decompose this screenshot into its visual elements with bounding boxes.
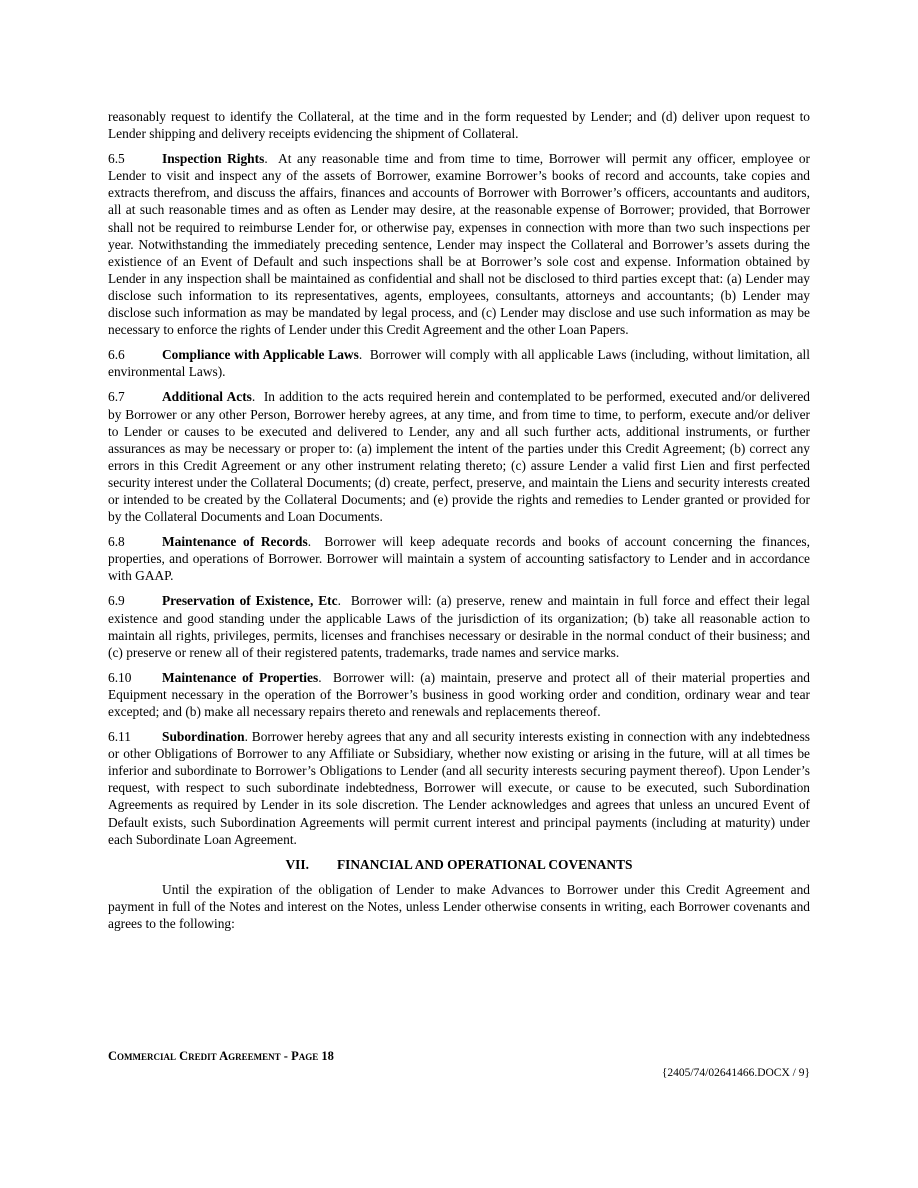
section-number: 6.11	[108, 729, 131, 745]
section-number: 6.8	[108, 534, 125, 550]
section-6-6: 6.6 Compliance with Applicable Laws. Borrower will comply with all applicable Laws (including, without limitation, all environmental Laws).	[108, 347, 810, 380]
section-6-8: 6.8 Maintenance of Records. Borrower will keep adequate records and books of account concerning the finances, properties, and operations of Borrower. Borrower will maintain a system of accounting satisfactory to Lender and in accordance with GAAP.	[108, 534, 810, 584]
section-6-10: 6.10 Maintenance of Properties. Borrower will: (a) maintain, preserve and protect all of their material properties and Equipment necessary in the operation of the Borrower’s business in good working order and condition, ordinary wear and tear excepted; and (b) make all necessary repairs thereto and renewals and replacements thereof.	[108, 669, 810, 719]
article-intro: Until the expiration of the obligation of Lender to make Advances to Borrower under this Credit Agreement and payment in full of the Notes and interest on the Notes, unless Lender otherwise consents in writing, each Borrower covenants and agrees to the following:	[108, 881, 810, 932]
section-6-7: 6.7 Additional Acts. In addition to the acts required herein and contemplated to be performed, executed and/or delivered by Borrower or any other Person, Borrower hereby agrees, at any time, and from time to time, to perform, execute and/or deliver to Lender or causes to be executed and delivered to Lender, any and all such further acts, additional instruments, or further assurances as may be necessary or proper to: (a) implement the intent of the parties under this Credit Agreement; (b) correct any errors in this Credit Agreement or any other instrument relating thereto; (c) assure Lender a valid first Lien and first perfected security interest under the Collateral Documents; (d) create, perfect, preserve, and maintain the Liens and security interests created or intended to be created by the Collateral Documents; and (e) provide the rights and remedies to Lender granted or provided for by the Collateral Documents and Loan Documents.	[108, 389, 810, 525]
section-text: Borrower will: (a) maintain, preserve and protect all of their material properties and Equipment necessary in the operation of the Borrower’s business in good working order and condition, ordinary wear and tear excepted; and (b) make all necessary repairs thereto and renewals and replacements thereof.	[108, 669, 810, 719]
document-body	[108, 108, 810, 940]
section-6-5: 6.5 Inspection Rights. At any reasonable time and from time to time, Borrower will permit any officer, employee or Lender to visit and inspect any of the assets of Borrower, examine Borrower’s books of record and accounts, take copies and extracts therefrom, and discuss the affairs, finances and accounts of Borrower with Borrower’s officers, accountants and auditors, all at such reasonable times and as often as Lender may desire, at the reasonable expense of Borrower; provided, that Borrower shall not be required to reimburse Lender for, or otherwise pay, expenses in connection with more than two such inspections per year. Notwithstanding the immediately preceding sentence, Lender may inspect the Collateral and Borrower’s assets during the existience of an Event of Default and such inspections shall be at Borrower’s sole cost and expense. Information obtained by Lender in any inspection shall be maintained as confidential and shall not be disclosed to third parties except that: (a) Lender may disclose such information to its representatives, agents, employees, consultants, attorneys and accountants; (b) Lender may disclose such information as may be mandated by legal process, and (c) Lender may disclose and use such information as may be necessary to enforce the rights of Lender under this Credit Agreement and the other Loan Papers.	[108, 151, 811, 338]
section-text: Borrower will keep adequate records and books of account concerning the finances, properties, and operations of Borrower. Borrower will maintain a system of accounting satisfactory to Lender and in accordance with GAAP.	[108, 534, 810, 584]
section-text: Borrower hereby agrees that any and all security interests existing in connection with any indebtedness or other Obligations of Borrower to any Affiliate or Subsidiary, whether now existing or arising in the future, will at all times be inferior and subordinate to Borrower’s Obligations to Lender (and all security interests securing payment thereof). Upon Lender’s request, with respect to such subordinate indebtedness, Borrower will execute, or cause to be executed, such Subordination Agreements as required by Lender in its sole discretion. The Lender acknowledges and agrees that unless an uncured Event of Default exists, such Subordination Agreements will permit current interest and principal payments (including at maturity) under each Subordinate Loan Agreement.	[108, 729, 810, 847]
section-heading: Maintenance of Records	[162, 534, 308, 550]
section-number: 6.10	[108, 669, 132, 685]
section-heading: Compliance with Applicable Laws	[162, 347, 359, 363]
section-heading: Maintenance of Properties	[162, 669, 319, 685]
section-number: 6.5	[108, 151, 125, 167]
section-6-11: 6.11 Subordination. Borrower hereby agrees that any and all security interests existing in connection with any indebtedness or other Obligations of Borrower to any Affiliate or Subsidiary, whether now existing or arising in the future, will at all times be inferior and subordinate to Borrower’s Obligations to Lender (and all security interests securing payment thereof). Upon Lender’s request, with respect to such subordinate indebtedness, Borrower will execute, or cause to be executed, such Subordination Agreements as required by Lender in its sole discretion. The Lender acknowledges and agrees that unless an uncured Event of Default exists, such Subordination Agreements will permit current interest and principal payments (including at maturity) under each Subordinate Loan Agreement.	[108, 729, 810, 847]
section-number: 6.6	[108, 347, 125, 363]
article-number: VII.	[285, 856, 309, 872]
opening-paragraph: reasonably request to identify the Collateral, at the time and in the form requested by Lender; and (d) deliver upon request to Lender shipping and delivery receipts evidencing the shipment of Collateral.	[108, 109, 810, 142]
section-text: At any reasonable time and from time to time, Borrower will permit any officer, employee or Lender to visit and inspect any of the assets of Borrower, examine Borrower’s books of record and accounts, take copies and extracts therefrom, and discuss the affairs, finances and accounts of Borrower with Borrower’s officers, accountants and auditors, all at such reasonable times and as often as Lender may desire, at the reasonable expense of Borrower; provided, that Borrower shall not be required to reimburse Lender for, or otherwise pay, expenses in connection with more than two such inspections per year. Notwithstanding the immediately preceding sentence, Lender may inspect the Collateral and Borrower’s assets during the existience of an Event of Default and such inspections shall be at Borrower’s sole cost and expense. Information obtained by Lender in any inspection shall be maintained as confidential and shall not be disclosed to third parties except that: (a) Lender may disclose such information to its representatives, agents, employees, consultants, attorneys and accountants; (b) Lender may disclose such information as may be mandated by legal process, and (c) Lender may disclose and use such information as may be necessary to enforce the rights of Lender under this Credit Agreement and the other Loan Papers.	[108, 151, 811, 338]
article-heading	[108, 856, 810, 873]
section-heading: Additional Acts	[162, 389, 252, 405]
section-number: 6.7	[108, 389, 125, 405]
section-text: Borrower will: (a) preserve, renew and maintain in full force and effect their legal existence and good standing under the applicable Laws of the jurisdiction of its organization; (b) take all reasonable action to maintain all rights, privileges, permits, licenses and franchises necessary or desirable in the normal conduct of their business; and (c) preserve or renew all of their registered patents, trademarks, trade names and service marks.	[108, 593, 811, 660]
section-number: 6.9	[108, 593, 125, 609]
section-heading: Subordination	[162, 729, 245, 745]
footer-doc-id: {2405/74/02641466.DOCX / 9}	[661, 1067, 810, 1079]
section-text: In addition to the acts required herein and contemplated to be performed, executed and/or delivered by Borrower or any other Person, Borrower hereby agrees, at any time, and from time to time, to perform, execute and/or deliver to Lender or causes to be executed and delivered to Lender, any and all such further acts, additional instruments, or further assurances as may be necessary or proper to: (a) implement the intent of the parties under this Credit Agreement; (b) correct any errors in this Credit Agreement or any other instrument relating thereto; (c) assure Lender a valid first Lien and first perfected security interest under the Collateral Documents; (d) create, perfect, preserve, and maintain the Liens and security interests created or intended to be created by the Collateral Documents; and (e) provide the rights and remedies to Lender granted or provided for by the Collateral Documents and Loan Documents.	[108, 389, 810, 525]
article-title: FINANCIAL AND OPERATIONAL COVENANTS	[336, 856, 633, 872]
section-6-9: 6.9 Preservation of Existence, Etc. Borrower will: (a) preserve, renew and maintain in full force and effect their legal existence and good standing under the applicable Laws of the jurisdiction of its organization; (b) take all reasonable action to maintain all rights, privileges, permits, licenses and franchises necessary or desirable in the normal conduct of their business; and (c) preserve or renew all of their registered patents, trademarks, trade names and service marks.	[108, 593, 811, 660]
section-heading: Preservation of Existence, Etc	[162, 593, 338, 609]
section-heading: Inspection Rights	[162, 151, 265, 167]
footer-page-label: Commercial Credit Agreement - Page 18	[108, 1049, 334, 1063]
section-text: Borrower will comply with all applicable Laws (including, without limitation, all environmental Laws).	[108, 347, 810, 380]
